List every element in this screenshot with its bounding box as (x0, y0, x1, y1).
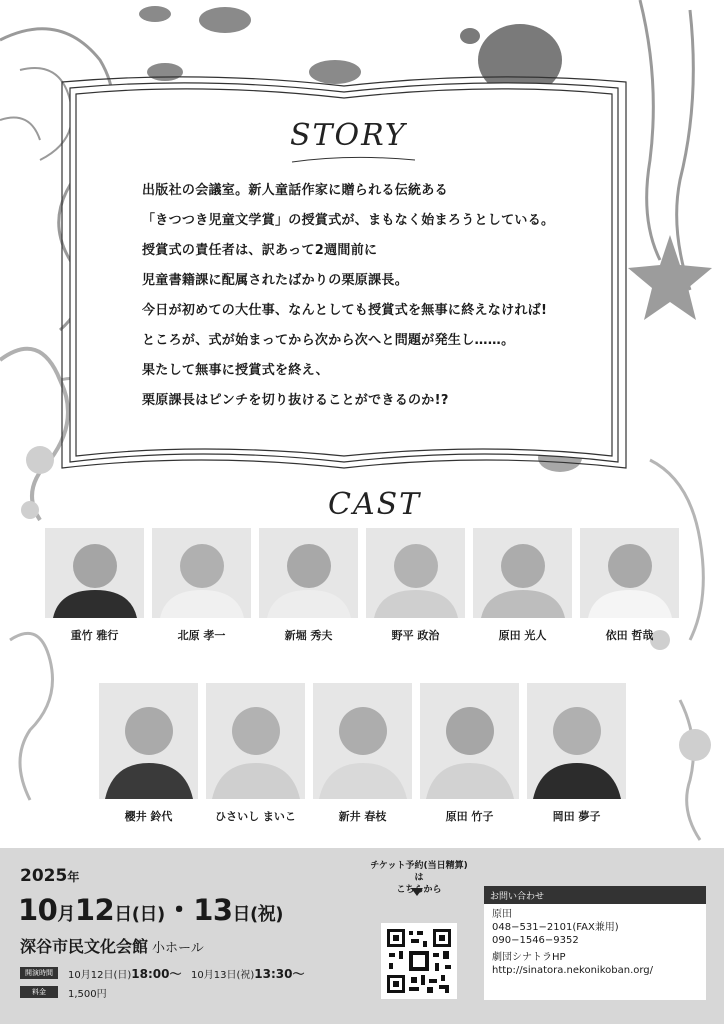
story-heading: STORY (290, 118, 407, 153)
contact-phone-1: 048−531−2101(FAX兼用) (492, 922, 619, 933)
cast-photo (527, 683, 626, 799)
showtimes: 10月12日(日)18:00〜 10月13日(祝)13:30〜 (68, 967, 305, 981)
cast-member (527, 683, 626, 824)
cast-member (580, 528, 679, 643)
contact-phone-2: 090−1546−9352 (492, 935, 579, 946)
cast-photo (420, 683, 519, 799)
cast-member (259, 528, 358, 643)
time-label-tag: 開演時間 (20, 967, 58, 979)
cast-row-2 (99, 683, 634, 824)
story-line: ところが、式が始まってから次から次へと問題が発生し……。 (142, 333, 515, 348)
cast-member (45, 528, 144, 643)
cast-photo (206, 683, 305, 799)
cast-name: 新堀 秀夫 (284, 629, 333, 642)
cast-member (99, 683, 198, 824)
cast-name: 依田 哲哉 (605, 629, 654, 642)
cast-name: 野平 政治 (391, 629, 440, 642)
story-line: 児童書籍課に配属されたばかりの栗原課長。 (142, 273, 409, 288)
event-dates: 10月12日(日)・13日(祝) (18, 893, 283, 927)
cast-member (473, 528, 572, 643)
cast-photo (259, 528, 358, 618)
cast-photo (313, 683, 412, 799)
story-line: 今日が初めての大仕事、なんとしても授賞式を無事に終えなければ! (142, 303, 548, 318)
story-line: 栗原課長はピンチを切り抜けることができるのか!? (142, 393, 449, 408)
contact-name: 原田 (492, 909, 512, 920)
theater-site-url[interactable]: http://sinatora.nekonikoban.org/ (492, 965, 654, 976)
price-label-tag: 料金 (20, 986, 58, 998)
cast-name: 重竹 雅行 (70, 629, 119, 642)
event-venue: 深谷市民文化会館 小ホール (20, 937, 204, 956)
theater-site-label: 劇団シナトラHP (492, 952, 566, 963)
cast-member (366, 528, 465, 643)
cast-photo (580, 528, 679, 618)
cast-name: ひさいし まいこ (215, 810, 296, 823)
ticket-reservation-label: チケット予約(当日精算)は こちらから (370, 861, 468, 895)
cast-row-1 (45, 528, 687, 643)
down-arrow-icon (411, 888, 423, 896)
cast-member (420, 683, 519, 824)
cast-name: 新井 春枝 (338, 810, 387, 823)
cast-name: 櫻井 鈴代 (124, 810, 173, 823)
ticket-qr-code[interactable] (381, 923, 457, 999)
event-year: 2025年 (20, 866, 80, 886)
story-line: 授賞式の責任者は、訳あって2週間前に (142, 243, 378, 258)
cast-name: 北原 孝一 (177, 629, 226, 642)
cast-name: 原田 光人 (498, 629, 547, 642)
cast-photo (152, 528, 251, 618)
cast-member (206, 683, 305, 824)
cast-photo (366, 528, 465, 618)
contact-box (484, 886, 706, 1000)
story-underline-flourish (290, 152, 420, 166)
story-line: 果たして無事に授賞式を終え、 (142, 363, 329, 378)
cast-photo (99, 683, 198, 799)
cast-member (152, 528, 251, 643)
story-text (142, 176, 612, 416)
ticket-price: 1,500円 (68, 989, 107, 1000)
story-line: 「きつつき児童文学賞」の授賞式が、まもなく始まろうとしている。 (142, 213, 555, 228)
cast-member (313, 683, 412, 824)
cast-photo (473, 528, 572, 618)
story-line: 出版社の会議室。新人童話作家に贈られる伝統ある (142, 183, 448, 198)
cast-photo (45, 528, 144, 618)
contact-heading: お問い合わせ (484, 886, 706, 904)
cast-heading: CAST (328, 487, 422, 522)
cast-name: 原田 竹子 (445, 810, 494, 823)
cast-name: 岡田 夢子 (552, 810, 601, 823)
